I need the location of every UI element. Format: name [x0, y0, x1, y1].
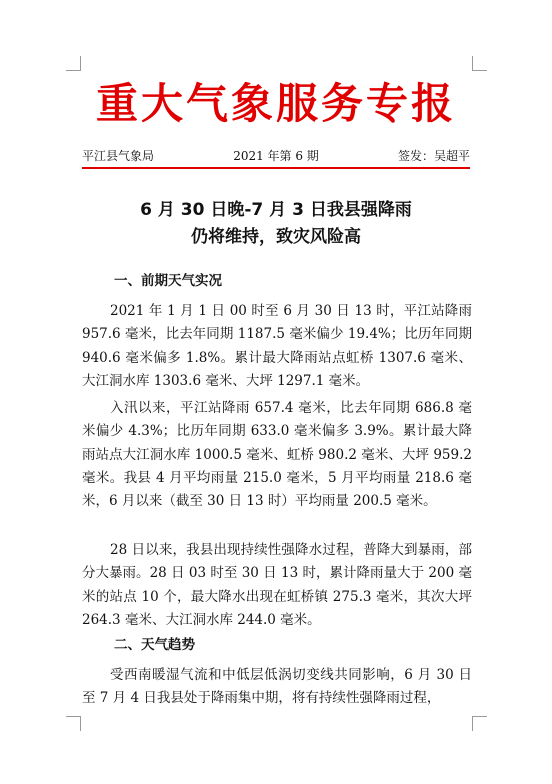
signer: 签发：吴超平: [397, 149, 470, 163]
crop-mark-top-right: [472, 56, 487, 71]
section-heading-trend: 二、天气趋势: [114, 637, 195, 653]
section-heading-past-weather: 一、前期天气实况: [114, 273, 222, 289]
crop-mark-top-left: [66, 56, 81, 71]
paragraph-trend-1: 受西南暖湿气流和中低层低涡切变线共同影响，6 月 30 日至 7 月 4 日我县处于降雨集中期，将有持续性强降雨过程，: [82, 667, 472, 707]
issuing-organization: 平江县气象局: [82, 149, 155, 163]
red-divider: [82, 167, 470, 169]
masthead-title: 重大气象服务专报: [95, 79, 456, 128]
crop-mark-bottom-right: [472, 716, 487, 731]
report-title-line-2: 仍将维持，致灾风险高: [191, 227, 361, 247]
paragraph-past-1: 2021 年 1 月 1 日 00 时至 6 月 30 日 13 时，平江站降雨 957.6 毫米，比去年同期 1187.5 毫米偏少 19.4%；比历年同期 940.6 毫米偏多 1.8%。累计最大降雨站点虹桥 1307.6 毫米、大江洞水库 1303.6 毫米、大坪 1297.1 毫米。: [82, 303, 472, 389]
paragraph-past-3: 28 日以来，我县出现持续性强降水过程，普降大到暴雨，部分大暴雨。28 日 03 时至 30 日 13 时，累计降雨量大于 200 毫米的站点 10 个，最大降水出现在虹桥镇 275.3 毫米，其次大坪 264.3 毫米、大江洞水库 244.0 毫米。: [82, 542, 472, 628]
crop-mark-bottom-left: [66, 716, 81, 731]
issue-meta-line: [82, 146, 470, 166]
report-title: [82, 197, 470, 251]
paragraph-past-2: 入汛以来，平江站降雨 657.4 毫米，比去年同期 686.8 毫米偏少 4.3%；比历年同期 633.0 毫米偏多 3.9%。累计最大降雨站点大江洞水库 1000.5 毫米、虹桥 980.2 毫米、大坪 959.2 毫米。我县 4 月平均雨量 215.0 毫米，5 月平均雨量 218.6 毫米，6 月以来（截至 30 日 13 时）平均雨量 200.5 毫米。: [82, 400, 472, 510]
issue-number: 2021 年第 6 期: [233, 149, 319, 163]
report-title-line-1: 6 月 30 日晚-7 月 3 日我县强降雨: [140, 200, 412, 220]
